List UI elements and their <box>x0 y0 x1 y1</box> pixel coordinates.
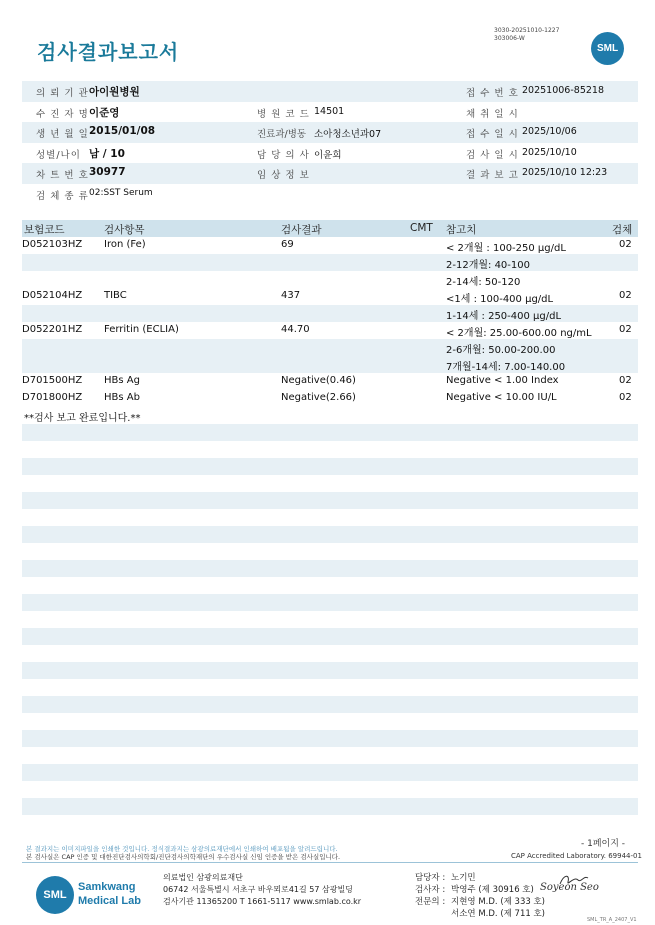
signature-scribble-icon <box>558 872 594 888</box>
manager-label: 담당자 : <box>415 873 446 883</box>
page-number: - 1페이지 - <box>581 839 626 849</box>
logo-name-line2: Medical Lab <box>78 895 141 907</box>
receipt-date-value: 2025/10/06 <box>522 126 577 137</box>
report-complete-note: **검사 보고 완료입니다.** <box>24 413 141 424</box>
cell-reference: < 2개월: 25.00-600.00 ng/mL <box>446 328 592 339</box>
empty-stripe <box>22 526 638 543</box>
cell-result: 44.70 <box>281 324 310 335</box>
staff-info <box>415 872 545 920</box>
cell-reference: Negative < 1.00 Index <box>446 375 559 386</box>
col-reference: 참고치 <box>446 224 477 236</box>
table-row <box>22 339 638 356</box>
col-cmt: CMT <box>410 222 433 234</box>
tester-value: 박영주 (제 30916 호) <box>451 885 534 895</box>
specialist-value-1: 지현영 M.D. (제 333 호) <box>451 897 546 907</box>
empty-stripe <box>22 730 638 747</box>
sml-logo-circle: SML <box>36 876 74 914</box>
empty-stripe <box>22 628 638 645</box>
hospital-code-label: 병 원 코 드 <box>257 108 310 120</box>
col-specimen: 검체 <box>612 224 633 236</box>
receipt-date-label: 접 수 일 시 <box>466 129 519 140</box>
report-title: 검사결과보고서 <box>37 40 180 64</box>
info-row <box>22 163 638 184</box>
empty-stripe <box>22 560 638 577</box>
table-row <box>22 407 638 424</box>
chart-no-label: 차 트 번 호 <box>36 170 89 181</box>
col-insurance-code: 보험코드 <box>24 224 65 236</box>
results-table-header <box>22 220 638 237</box>
info-row <box>22 143 638 164</box>
collect-date-label: 채 취 일 시 <box>466 108 519 120</box>
dob-value: 2015/01/08 <box>89 125 156 137</box>
cell-specimen: 02 <box>619 375 632 386</box>
dob-label: 생 년 월 일 <box>36 129 89 140</box>
manager-value: 노기민 <box>451 873 476 883</box>
cell-reference: <1세 : 100-400 μg/dL <box>446 294 554 305</box>
results-table-body <box>22 237 638 424</box>
cell-specimen: 02 <box>619 239 632 250</box>
specialist-row-2 <box>415 908 545 920</box>
table-row <box>22 288 638 305</box>
specialist-label: 전문의 : <box>415 897 446 907</box>
cell-code: D052104HZ <box>22 290 83 301</box>
cell-result: 437 <box>281 290 301 301</box>
info-row <box>22 81 638 102</box>
report-date-label: 결 과 보 고 <box>466 170 519 181</box>
cell-reference: 2-12개월: 40-100 <box>446 260 530 271</box>
empty-stripe <box>22 594 638 611</box>
organization-info <box>163 872 361 908</box>
info-row <box>22 122 638 143</box>
empty-stripe <box>22 764 638 781</box>
report-date-value: 2025/10/10 12:23 <box>522 167 608 178</box>
info-row <box>22 184 638 205</box>
cell-item: HBs Ag <box>104 375 140 386</box>
manager-row <box>415 872 545 884</box>
sex-age-value: 남 / 10 <box>89 147 125 160</box>
col-test-item: 검사항목 <box>104 224 145 236</box>
cell-result: Negative(2.66) <box>281 392 356 403</box>
doctor-value: 이윤희 <box>314 149 342 161</box>
clinical-label: 임 상 정 보 <box>257 170 310 181</box>
cap-accreditation: CAP Accredited Laboratory. 69944-01 <box>511 852 642 860</box>
table-row <box>22 356 638 373</box>
org-contact: 검사기관 11365200 T 1661-5117 www.smlab.co.kr <box>163 897 362 906</box>
sml-logo: SML <box>591 32 624 65</box>
dept-value: 소아청소년과07 <box>314 129 382 140</box>
cell-code: D701800HZ <box>22 392 83 403</box>
cell-reference: 2-14세: 50-120 <box>446 277 521 288</box>
table-row <box>22 390 638 407</box>
org-name: 의료법인 삼광의료재단 <box>163 873 243 882</box>
empty-row-stripes <box>22 424 638 832</box>
document-code-2: 303006-W <box>494 35 525 42</box>
table-row <box>22 271 638 288</box>
col-result: 검사결과 <box>281 224 322 236</box>
receipt-no-value: 20251006-85218 <box>522 85 605 96</box>
cell-specimen: 02 <box>619 324 632 335</box>
document-code-1: 3030-20251010-1227 <box>494 27 560 34</box>
signature-text: Soyeon Seo <box>540 882 599 893</box>
accreditation-notice: 본 검사실은 CAP 인증 및 대한진단검사의학회/진단검사의학재단의 우수검사실 신임 인증을 받은 검사실입니다. <box>26 853 341 861</box>
patient-label: 수 진 자 명 <box>36 108 89 120</box>
cell-code: D701500HZ <box>22 375 83 386</box>
tester-row <box>415 884 545 896</box>
cell-reference: 2-6개월: 50.00-200.00 <box>446 345 556 356</box>
institution-label: 의 뢰 기 관 <box>36 88 89 99</box>
image-print-notice: 본 결과지는 이미지파일을 인쇄한 것입니다. 정식결과지는 삼광의료재단에서 인쇄하여 배포됨을 알려드립니다. <box>26 845 338 853</box>
footer-divider <box>22 862 638 863</box>
test-date-value: 2025/10/10 <box>522 146 577 158</box>
form-code: SML_TR_A_2407_V1 <box>587 917 637 923</box>
specialist-value-2: 서소연 M.D. (제 711 호) <box>451 909 546 919</box>
specimen-type-label: 검 체 종 류 <box>36 190 89 202</box>
cell-reference: 1-14세 : 250-400 μg/dL <box>446 311 562 322</box>
tester-label: 검사자 : <box>415 885 446 895</box>
info-row <box>22 102 638 123</box>
specimen-type-value: 02:SST Serum <box>89 187 153 198</box>
table-row <box>22 254 638 271</box>
logo-name-line1: Samkwang <box>78 881 136 893</box>
empty-stripe <box>22 662 638 679</box>
hospital-code-value: 14501 <box>314 105 345 117</box>
empty-stripe <box>22 458 638 475</box>
receipt-no-label: 접 수 번 호 <box>466 88 519 99</box>
doctor-label: 담 당 의 사 <box>257 149 310 161</box>
cell-item: Ferritin (ECLIA) <box>104 324 179 335</box>
dept-label: 진료과/병동 <box>257 129 307 140</box>
logo-name <box>78 880 141 908</box>
empty-stripe <box>22 424 638 441</box>
cell-reference: < 2개월 : 100-250 μg/dL <box>446 243 566 254</box>
table-row <box>22 305 638 322</box>
cell-reference: Negative < 10.00 IU/L <box>446 392 557 403</box>
cell-item: Iron (Fe) <box>104 239 146 250</box>
patient-value: 이준영 <box>89 106 120 119</box>
cell-result: Negative(0.46) <box>281 375 356 386</box>
cell-code: D052103HZ <box>22 239 83 250</box>
cell-item: TIBC <box>104 290 127 301</box>
cell-result: 69 <box>281 239 294 250</box>
org-address: 06742 서울특별시 서초구 바우뫼로41길 57 삼광빌딩 <box>163 885 353 894</box>
cell-specimen: 02 <box>619 392 632 403</box>
table-row <box>22 237 638 254</box>
table-row <box>22 373 638 390</box>
specialist-row <box>415 896 545 908</box>
institution-value: 아이원병원 <box>89 86 140 98</box>
cell-item: HBs Ab <box>104 392 140 403</box>
empty-stripe <box>22 798 638 815</box>
table-row <box>22 322 638 339</box>
test-date-label: 검 사 일 시 <box>466 149 519 161</box>
document-codes <box>494 27 559 43</box>
chart-no-value: 30977 <box>89 166 126 178</box>
empty-stripe <box>22 492 638 509</box>
cell-reference: 7개월-14세: 7.00-140.00 <box>446 362 566 373</box>
signature <box>540 882 599 893</box>
sex-age-label: 성별/나이 <box>36 149 81 161</box>
patient-info <box>22 81 638 204</box>
empty-stripe <box>22 696 638 713</box>
cell-code: D052201HZ <box>22 324 83 335</box>
cell-specimen: 02 <box>619 290 632 301</box>
